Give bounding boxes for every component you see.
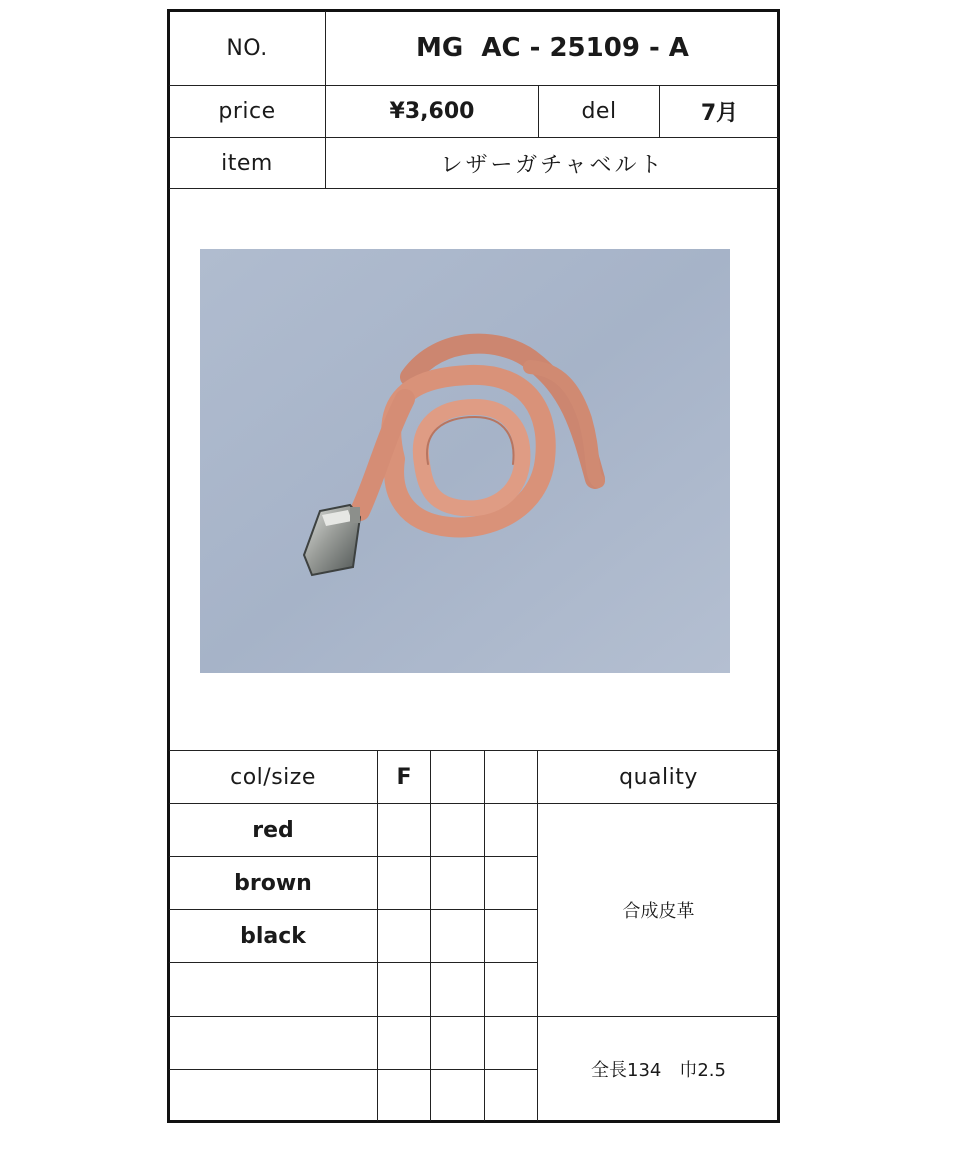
item-label: item [221,150,273,176]
color-brown: brown [234,870,312,896]
size-2 [431,751,484,803]
photo-background [200,249,730,673]
col-size-label: col/size [230,764,316,790]
del-label: del [581,99,617,124]
item-name: レザーガチャベルト [440,152,665,178]
divider [169,188,779,189]
divider [430,750,431,1121]
belt-photo [200,249,730,673]
material: 合成皮革 [622,901,695,922]
color-empty-5 [169,1017,377,1069]
price-label: price [218,99,276,124]
size-f: F [396,764,412,790]
dimensions: 全長134 巾2.5 [591,1060,726,1081]
divider [484,750,485,1121]
product-number: MG AC - 25109 - A [416,33,689,63]
color-empty-6 [169,1070,377,1121]
color-red: red [252,817,294,843]
divider [377,750,378,1121]
color-empty-4 [169,963,377,1016]
price-value: ¥3,600 [389,99,475,124]
size-3 [485,751,537,803]
delivery-month: 7月 [700,101,739,126]
color-black: black [240,923,306,949]
quality-label: quality [619,764,698,790]
no-label: NO. [226,35,268,61]
